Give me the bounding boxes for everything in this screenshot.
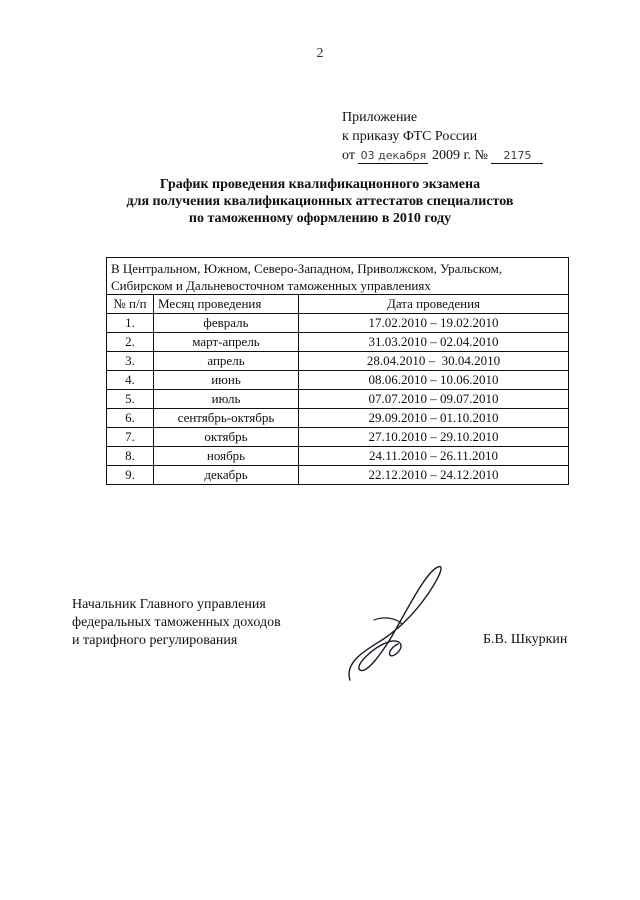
- order-number-field: [491, 148, 543, 164]
- annex-year: 2009 г. №: [431, 148, 488, 163]
- row-date: 31.03.2010 – 02.04.2010: [368, 334, 499, 349]
- row-number: 6.: [107, 409, 154, 427]
- table-row: [107, 390, 568, 409]
- order-date-field: [358, 148, 428, 164]
- column-header-month: Месяц проведения: [154, 295, 299, 313]
- table-header-row: [107, 295, 568, 314]
- row-month: февраль: [154, 314, 299, 332]
- row-number: 9.: [107, 466, 154, 484]
- table-row: [107, 333, 568, 352]
- row-date: 07.07.2010 – 09.07.2010: [368, 391, 499, 406]
- row-date: 24.11.2010 – 26.11.2010: [368, 448, 499, 463]
- annex-line-1: Приложение: [342, 110, 418, 125]
- title-line-3: по таможенному оформлению в 2010 году: [188, 211, 452, 226]
- order-date-handwritten: 03 декабря: [360, 149, 427, 162]
- row-date: 29.09.2010 – 01.10.2010: [368, 410, 499, 425]
- row-number: 2.: [107, 333, 154, 351]
- signer-name: Б.В. Шкуркин: [483, 632, 568, 647]
- row-number: 3.: [107, 352, 154, 370]
- signatory-line-2: федеральных таможенных доходов: [72, 615, 281, 630]
- row-month: апрель: [154, 352, 299, 370]
- handwritten-signature: [336, 558, 466, 688]
- annex-header: [342, 108, 543, 165]
- signatory-title: [72, 596, 281, 650]
- row-number: 8.: [107, 447, 154, 465]
- table-row: [107, 447, 568, 466]
- table-row: [107, 352, 568, 371]
- row-month: июнь: [154, 371, 299, 389]
- row-date: 27.10.2010 – 29.10.2010: [368, 429, 499, 444]
- annex-prefix: от: [342, 148, 355, 163]
- row-month: октябрь: [154, 428, 299, 446]
- row-month: март-апрель: [154, 333, 299, 351]
- column-header-date: Дата проведения: [386, 296, 481, 311]
- exam-schedule-table: [106, 257, 569, 485]
- region-header: В Центральном, Южном, Северо-Западном, Приволжском, Уральском, Сибирском и Дальневосточном таможенных управлениях: [107, 258, 568, 295]
- row-month: декабрь: [154, 466, 299, 484]
- order-number-handwritten: 2175: [503, 149, 532, 162]
- table-row: [107, 466, 568, 484]
- row-month: ноябрь: [154, 447, 299, 465]
- signatory-line-3: и тарифного регулирования: [72, 633, 238, 648]
- row-date: 22.12.2010 – 24.12.2010: [368, 467, 499, 482]
- row-month: июль: [154, 390, 299, 408]
- annex-line-3: [342, 146, 543, 165]
- row-month: сентябрь-октябрь: [154, 409, 299, 427]
- signatory-line-1: Начальник Главного управления: [72, 597, 266, 612]
- row-date: 08.06.2010 – 10.06.2010: [368, 372, 499, 387]
- annex-line-2: к приказу ФТС России: [342, 129, 478, 144]
- row-date: 28.04.2010 – 30.04.2010: [366, 353, 501, 368]
- table-row: [107, 428, 568, 447]
- row-date: 17.02.2010 – 19.02.2010: [368, 315, 499, 330]
- row-number: 4.: [107, 371, 154, 389]
- document-title: [60, 176, 580, 227]
- row-number: 5.: [107, 390, 154, 408]
- title-line-2: для получения квалификационных аттестатов специалистов: [126, 194, 514, 209]
- table-row: [107, 371, 568, 390]
- table-row: [107, 409, 568, 428]
- column-header-number: № п/п: [107, 295, 154, 313]
- title-line-1: График проведения квалификационного экзамена: [159, 177, 481, 192]
- row-number: 1.: [107, 314, 154, 332]
- page-number: 2: [316, 46, 324, 61]
- row-number: 7.: [107, 428, 154, 446]
- table-row: [107, 314, 568, 333]
